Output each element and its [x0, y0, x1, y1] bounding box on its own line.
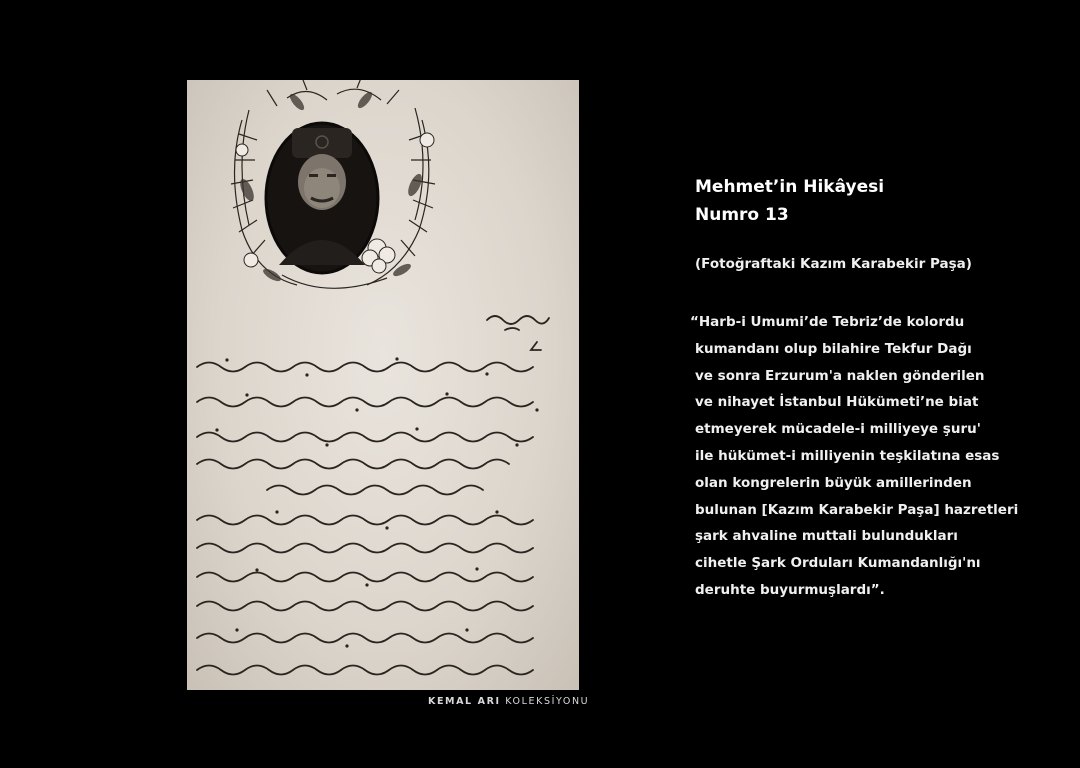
quote-line: ile hükümet-i milliyenin teşkilatına esas — [695, 447, 1000, 464]
document-image — [187, 80, 579, 690]
quote-block — [690, 309, 1050, 604]
portrait — [266, 123, 378, 273]
letter-illustration — [187, 80, 579, 690]
quote-line: olan kongrelerin büyük amillerinden — [695, 474, 972, 491]
title-line-2: Numro 13 — [695, 205, 789, 225]
quote-line: etmeyerek mücadele-i milliyeye şuru' — [695, 421, 981, 438]
quote-line: “Harb-i Umumi’de Tebriz’de kolordu — [690, 314, 965, 330]
quote-line: cihetle Şark Orduları Kumandanlığı'nı — [695, 555, 981, 572]
handwritten-text — [197, 316, 549, 675]
title-line-1: Mehmet’in Hikâyesi — [695, 177, 885, 197]
handwriting-dots — [215, 357, 538, 647]
quote-line: şark ahvaline muttali bulundukları — [695, 528, 958, 545]
quote-line: ve sonra Erzurum'a naklen gönderilen — [695, 367, 985, 384]
quote-line: bulunan [Kazım Karabekir Paşa] hazretleri — [695, 501, 1019, 518]
credit-name: KEMAL ARI — [428, 696, 501, 707]
collection-credit — [428, 696, 588, 707]
credit-label: KOLEKSİYONU — [505, 696, 590, 707]
quote-line: deruhte buyurmuşlardı”. — [695, 581, 885, 598]
quote-line: ve nihayet İstanbul Hükümeti’ne biat — [695, 394, 979, 411]
quote-line: kumandanı olup bilahire Tekfur Dağı — [695, 340, 972, 357]
photo-caption: (Fotoğraftaki Kazım Karabekir Paşa) — [695, 256, 972, 272]
story-title — [695, 173, 884, 229]
